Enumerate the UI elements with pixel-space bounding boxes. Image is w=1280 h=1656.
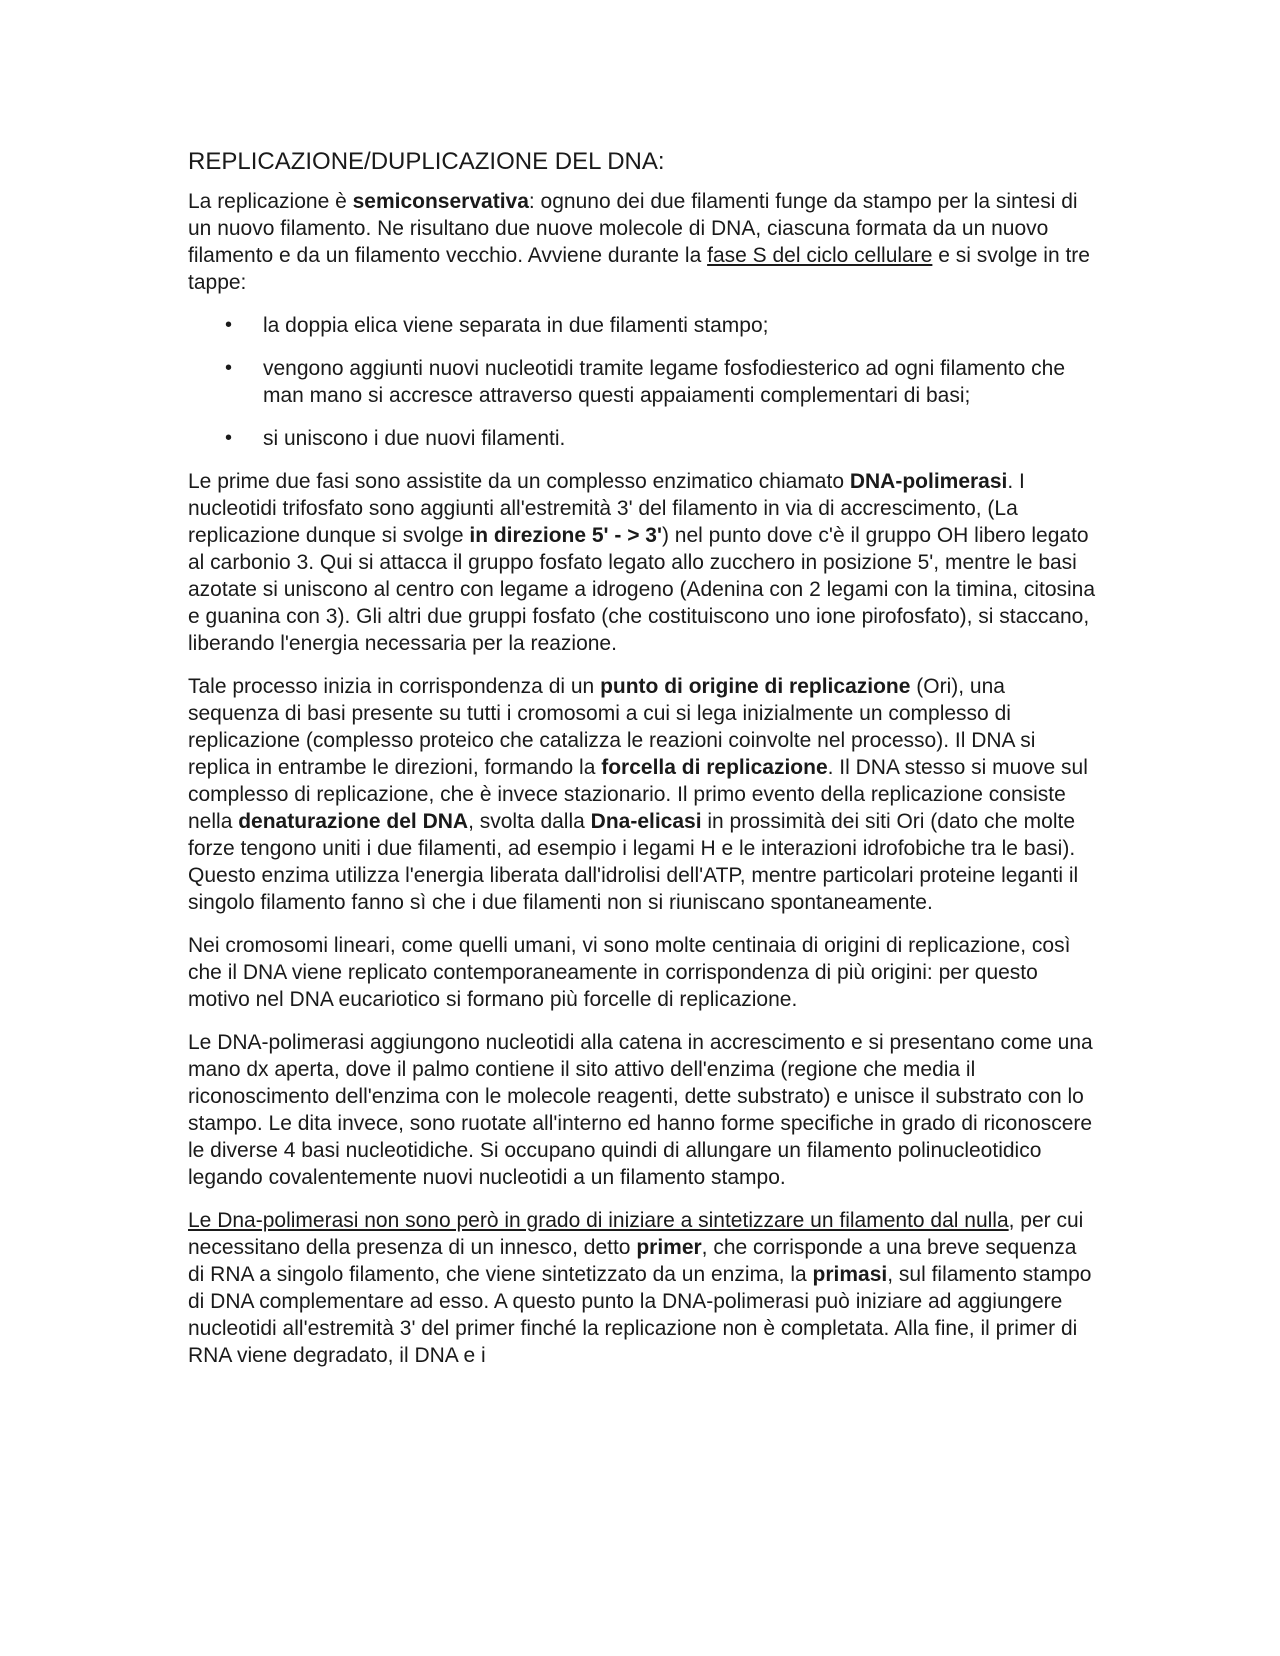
term-direzione: in direzione 5' - > 3' [469,524,662,547]
bullet-icon: • [225,427,233,449]
term-primer: primer [636,1236,702,1259]
paragraph-mano: Le DNA-polimerasi aggiungono nucleotidi alla catena in accrescimento e si presentano come una mano dx aperta, dove il palmo contiene il sito attivo dell'enzima (regione che media il riconoscimento dell'enzima con le molecole reagenti, dette substrato) e unisce il substrato con lo stampo. Le dita invece, sono ruotate all'interno ed hanno forme specifiche in grado di riconoscere le diverse 4 basi nucleotidiche. Si occupano quindi di allungare un filamento polinucleotidico legando covalentemente nuovi nucleotidi a un filamento stampo. [188,1031,1093,1189]
term-fase-s: fase S del ciclo cellulare [707,244,933,267]
term-semiconservativa: semiconservativa [352,190,529,213]
list-item: • vengono aggiunti nuovi nucleotidi tramite legame fosfodiesterico ad ogni filamento che man mano si accresce attraverso questi appaiamenti complementari di basi; [225,357,1065,407]
paragraph-intro: La replicazione è semiconservativa: ognuno dei due filamenti funge da stampo per la sintesi di un nuovo filamento. Ne risultano due nuove molecole di DNA, ciascuna formata da un nuovo filamento e da un filamento vecchio. Avviene durante la fase S del ciclo cellulare e si svolge in tre tappe: [188,190,1090,294]
paragraph-polimerasi: Le prime due fasi sono assistite da un complesso enzimatico chiamato DNA-polimerasi. I nucleotidi trifosfato sono aggiunti all'estremità 3' del filamento in via di accrescimento, (La replicazione dunque si svolge in direzione 5' - > 3') nel punto dove c'è il gruppo OH libero legato al carbonio 3. Qui si attacca il gruppo fosfato legato allo zucchero in posizione 5', mentre le basi azotate si uniscono al centro con legame a idrogeno (Adenina con 2 legami con la timina, citosina e guanina con 3). Gli altri due gruppi fosfato (che costituiscono uno ione pirofosfato), si staccano, liberando l'energia necessaria per la reazione. [188,470,1096,655]
term-dna-polimerasi: DNA-polimerasi [849,470,1008,493]
paragraph-primer: Le Dna-polimerasi non sono però in grado di iniziare a sintetizzare un filamento dal nulla, per cui necessitano della presenza di un innesco, detto primer, che corrisponde a una breve sequenza di RNA a singolo filamento, che viene sintetizzato da un enzima, la primasi, sul filamento stampo di DNA complementare ad esso. A questo punto la DNA-polimerasi può iniziare ad aggiungere nucleotidi all'estremità 3' del primer finché la replicazione non è completata. Alla fine, il primer di RNA viene degradato, il DNA e i [188,1209,1092,1367]
term-primasi: primasi [812,1263,888,1286]
document-page [188,146,1098,1385]
term-origine: punto di origine di replicazione [600,675,911,698]
steps-list [188,312,1098,452]
bullet-icon: • [225,357,233,379]
term-elicasi: Dna-elicasi [590,810,702,833]
list-item: • si uniscono i due nuovi filamenti. [225,427,566,450]
document-title: REPLICAZIONE/DUPLICAZIONE DEL DNA: [188,148,665,175]
bullet-icon: • [225,314,233,336]
paragraph-origine: Tale processo inizia in corrispondenza di un punto di origine di replicazione (Ori), una sequenza di basi presente su tutti i cromosomi a cui si lega inizialmente un complesso di replicazione (complesso proteico che catalizza le reazioni coinvolte nel processo). Il DNA si replica in entrambe le direzioni, formando la forcella di replicazione. Il DNA stesso si muove sul complesso di replicazione, che è invece stazionario. Il primo evento della replicazione consiste nella denaturazione del DNA, svolta dalla Dna-elicasi in prossimità dei siti Ori (dato che molte forze tengono uniti i due filamenti, ad esempio i legami H e le interazioni idrofobiche tra le basi). Questo enzima utilizza l'energia liberata dall'idrolisi dell'ATP, mentre particolari proteine leganti il singolo filamento fanno sì che i due filamenti non si riuniscano spontaneamente. [188,675,1088,914]
term-forcella: forcella di replicazione [601,756,828,779]
term-denaturazione: denaturazione del DNA [238,810,469,833]
statement-underlined: Le Dna-polimerasi non sono però in grado di iniziare a sintetizzare un filamento dal nulla [188,1209,1009,1232]
paragraph-cromosomi: Nei cromosomi lineari, come quelli umani, vi sono molte centinaia di origini di replicazione, così che il DNA viene replicato contemporaneamente in corrispondenza di più origini: per questo motivo nel DNA eucariotico si formano più forcelle di replicazione. [188,934,1071,1011]
list-item: • la doppia elica viene separata in due filamenti stampo; [225,314,769,337]
